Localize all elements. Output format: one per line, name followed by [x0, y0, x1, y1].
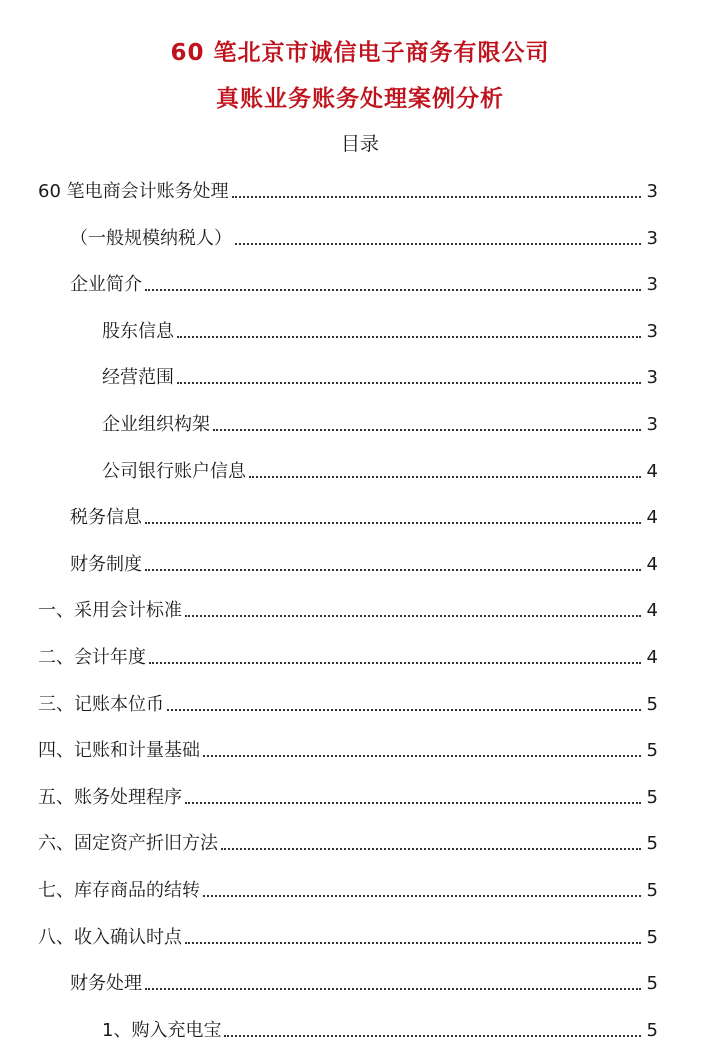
toc-entry[interactable]: [70, 267, 658, 297]
toc-dot-leader: [232, 195, 641, 198]
toc-entry-page-number: 5: [646, 1019, 658, 1041]
toc-entry-label: 财务制度: [70, 553, 142, 575]
toc-entry-label: 企业组织构架: [102, 414, 210, 435]
toc-entry-page-number: 3: [646, 320, 658, 342]
toc-entry-label: 三、记账本位币: [38, 693, 164, 715]
toc-dot-leader: [203, 894, 641, 897]
toc-entry[interactable]: [38, 593, 658, 623]
toc-dot-leader: [185, 614, 641, 617]
toc-entry-page-number: 5: [646, 786, 658, 808]
toc-entry[interactable]: [70, 547, 658, 577]
toc-entry-label: 五、账务处理程序: [38, 786, 182, 808]
toc-dot-leader: [145, 521, 641, 524]
toc-entry-page-number: 4: [646, 647, 658, 668]
toc-entry[interactable]: [38, 920, 658, 950]
toc-entry-page-number: 3: [646, 367, 658, 389]
toc-dot-leader: [249, 475, 641, 478]
toc-entry-page-number: 5: [646, 973, 658, 995]
toc-entry[interactable]: [102, 454, 658, 484]
toc-entry-page-number: 3: [646, 414, 658, 435]
toc-dot-leader: [203, 754, 641, 757]
toc-entry-page-number: 4: [646, 507, 658, 529]
toc-dot-leader: [177, 335, 641, 338]
toc-entry-page-number: 5: [646, 833, 658, 855]
toc-entry-label: 六、固定资产折旧方法: [38, 833, 218, 855]
toc-entry-label: 经营范围: [102, 367, 174, 389]
toc-dot-leader: [221, 847, 641, 850]
toc-entry-label: 股东信息: [102, 320, 174, 342]
toc-entry-page-number: 5: [646, 926, 658, 948]
toc-entry-label: 七、库存商品的结转: [38, 880, 200, 901]
toc-entry-label: 八、收入确认时点: [38, 926, 182, 948]
toc-entry-label: 60 笔电商会计账务处理: [38, 181, 229, 202]
toc-heading: 目录: [340, 133, 379, 155]
toc-entry-page-number: 5: [646, 740, 658, 762]
toc-entry-page-number: 3: [646, 274, 658, 296]
toc-entry-page-number: 3: [646, 181, 658, 202]
toc-entry-page-number: 4: [646, 460, 658, 482]
toc-entry-page-number: 5: [646, 880, 658, 901]
toc-entry-page-number: 4: [646, 553, 658, 575]
toc-dot-leader: [145, 288, 641, 291]
toc-entry-page-number: 5: [646, 693, 658, 715]
toc-entry-label: 财务处理: [70, 973, 142, 995]
toc-entry-label: 一、采用会计标准: [38, 600, 182, 622]
toc-dot-leader: [235, 242, 641, 245]
toc-entry[interactable]: [70, 221, 658, 251]
document-title-line2: 真账业务账务处理案例分析: [216, 86, 504, 112]
toc-dot-leader: [185, 941, 641, 944]
toc-entry[interactable]: [102, 1013, 658, 1043]
document-title-line1: 60 笔北京市诚信电子商务有限公司: [170, 40, 550, 66]
toc-entry[interactable]: [38, 174, 658, 204]
toc-entry[interactable]: [38, 873, 658, 903]
toc-entry[interactable]: [38, 733, 658, 763]
toc-entry[interactable]: [102, 314, 658, 344]
toc-entry-label: 税务信息: [70, 507, 142, 529]
toc-dot-leader: [145, 568, 641, 571]
toc-entry[interactable]: [102, 360, 658, 390]
toc-dot-leader: [185, 801, 641, 804]
toc-entry[interactable]: [38, 826, 658, 856]
toc-dot-leader: [149, 661, 641, 664]
toc-dot-leader: [224, 1034, 641, 1037]
toc-entry-label: （一般规模纳税人）: [70, 227, 232, 249]
toc-entry-label: 二、会计年度: [38, 647, 146, 668]
toc-dot-leader: [213, 428, 641, 431]
toc-entry-label: 1、购入充电宝: [102, 1019, 222, 1041]
toc-entry[interactable]: [38, 780, 658, 810]
toc-entry-label: 公司银行账户信息: [102, 460, 246, 482]
toc-entry[interactable]: [102, 407, 658, 437]
toc-entry-label: 企业简介: [70, 274, 142, 296]
toc-dot-leader: [167, 708, 641, 711]
toc-entry[interactable]: [38, 687, 658, 717]
toc-entry-page-number: 4: [646, 600, 658, 622]
toc-entry-page-number: 3: [646, 227, 658, 249]
toc-dot-leader: [177, 381, 641, 384]
toc-entry[interactable]: [70, 966, 658, 996]
toc-entry[interactable]: [70, 500, 658, 530]
toc-entry-label: 四、记账和计量基础: [38, 740, 200, 762]
toc-entry[interactable]: [38, 640, 658, 670]
toc-dot-leader: [145, 987, 641, 990]
